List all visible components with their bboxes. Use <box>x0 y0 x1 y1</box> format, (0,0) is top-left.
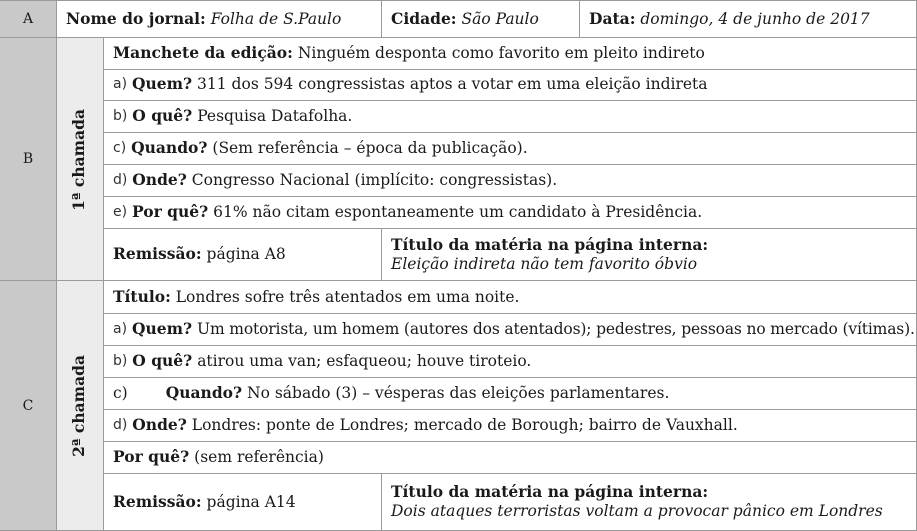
grid-line <box>103 196 917 197</box>
section-c-label <box>0 281 56 531</box>
grid-line <box>0 0 917 1</box>
row-letter: e) <box>113 203 128 220</box>
row-text: Pesquisa Datafolha. <box>197 106 353 125</box>
manchete-label: Manchete da edição: <box>113 43 293 63</box>
row-letter: d) <box>113 171 128 188</box>
grid-line <box>381 473 382 531</box>
cidade-label: Cidade: <box>391 8 457 28</box>
c-row-onde <box>103 409 917 441</box>
titulo-value: Londres sofre três atentados em uma noite. <box>175 287 520 306</box>
grid-line <box>103 132 917 133</box>
row-label: Quando? <box>131 137 208 157</box>
grid-line <box>103 377 917 378</box>
grid-line <box>103 100 917 101</box>
jornal-value: Folha de S.Paulo <box>210 9 342 28</box>
row-letter: c) <box>113 139 127 156</box>
grid-line <box>103 409 917 410</box>
grid-line <box>103 441 917 442</box>
grid-line <box>0 37 917 38</box>
titulo-interno-value: Dois ataques terroristas voltam a provocar pânico em Londres <box>391 502 883 520</box>
cidade-cell <box>381 0 579 38</box>
grid-line <box>103 473 917 474</box>
grid-line <box>103 38 104 531</box>
row-letter: a) <box>113 76 128 93</box>
jornal-cell <box>56 0 381 38</box>
grid-line <box>103 164 917 165</box>
grid-line <box>103 345 917 346</box>
section-a-label <box>0 0 56 38</box>
remissao-value: página A8 <box>206 245 286 264</box>
b-titulo-interno-cell <box>381 228 917 281</box>
row-text: atirou uma van; esfaqueou; houve tiroteio. <box>197 351 532 370</box>
row-text: 61% não citam espontaneamente um candidato à Presidência. <box>213 202 703 221</box>
b-row-quem <box>103 69 917 100</box>
row-letter: b) <box>113 352 128 369</box>
section-c-text: C <box>22 397 34 414</box>
section-b-label <box>0 38 56 281</box>
data-cell <box>579 0 917 38</box>
titulo-interno-label: Título da matéria na página interna: <box>391 234 709 254</box>
row-label: Quem? <box>131 74 193 94</box>
manchete-row <box>103 38 917 69</box>
row-text: Um motorista, um homem (autores dos atentados); pedestres, pessoas no mercado (vítimas). <box>197 319 915 338</box>
row-label: Quando? <box>165 382 243 402</box>
titulo-label: Título: <box>113 286 171 306</box>
row-text: Londres: ponte de Londres; mercado de Borough; bairro de Vauxhall. <box>191 415 738 434</box>
row-letter: c) <box>113 383 128 402</box>
manchete-value: Ninguém desponta como favorito em pleito indireto <box>297 44 705 63</box>
row-label: O quê? <box>132 350 193 370</box>
b-row-oque <box>103 100 917 132</box>
row-text: Congresso Nacional (implícito: congressistas). <box>191 170 558 189</box>
data-label: Data: <box>589 8 636 28</box>
row-text: 311 dos 594 congressistas aptos a votar em uma eleição indireta <box>197 75 708 94</box>
grid-line <box>56 0 57 531</box>
titulo-interno-label: Título da matéria na página interna: <box>391 482 709 502</box>
cidade-value: São Paulo <box>461 9 539 28</box>
b-remissao-cell <box>103 228 381 281</box>
grid-line <box>381 0 382 38</box>
remissao-label: Remissão: <box>113 244 202 264</box>
row-text: (sem referência) <box>194 447 324 466</box>
row-text: (Sem referência – época da publicação). <box>212 138 528 157</box>
row-label: Quem? <box>131 318 193 338</box>
row-letter: d) <box>113 416 128 433</box>
c-titulo-interno-cell <box>381 473 917 531</box>
c-row-quando <box>103 377 917 409</box>
grid-line <box>103 69 917 70</box>
c-row-porque <box>103 441 917 473</box>
row-label: Onde? <box>132 169 187 189</box>
remissao-value: página A14 <box>206 492 296 511</box>
section-b-text: B <box>22 151 34 168</box>
grid-line <box>0 280 917 281</box>
row-letter: a) <box>113 320 128 337</box>
row-label: Por quê? <box>113 446 190 466</box>
section-a-text: A <box>22 10 34 27</box>
grid-line <box>103 228 917 229</box>
chamada-2-text: 2ª chamada <box>69 355 89 457</box>
titulo-interno-value: Eleição indireta não tem favorito óbvio <box>391 254 698 273</box>
chamada-2-label <box>56 281 103 531</box>
b-row-quando <box>103 132 917 164</box>
chamada-1-label <box>56 38 103 281</box>
jornal-label: Nome do jornal: <box>66 8 206 28</box>
c-titulo-row <box>103 281 917 313</box>
c-remissao-cell <box>103 473 381 531</box>
row-letter: b) <box>113 107 128 124</box>
row-label: Por quê? <box>132 201 209 221</box>
c-row-oque <box>103 345 917 377</box>
remissao-label: Remissão: <box>113 491 202 511</box>
row-text: No sábado (3) – vésperas das eleições parlamentares. <box>247 383 670 402</box>
row-label: Onde? <box>132 414 187 434</box>
grid-line <box>579 0 580 38</box>
row-label: O quê? <box>132 105 193 125</box>
b-row-onde <box>103 164 917 196</box>
c-row-quem <box>103 313 917 345</box>
grid-line <box>381 228 382 281</box>
chamada-1-text: 1ª chamada <box>69 108 89 211</box>
data-value: domingo, 4 de junho de 2017 <box>640 9 870 28</box>
grid-line <box>103 313 917 314</box>
b-row-porque <box>103 196 917 228</box>
